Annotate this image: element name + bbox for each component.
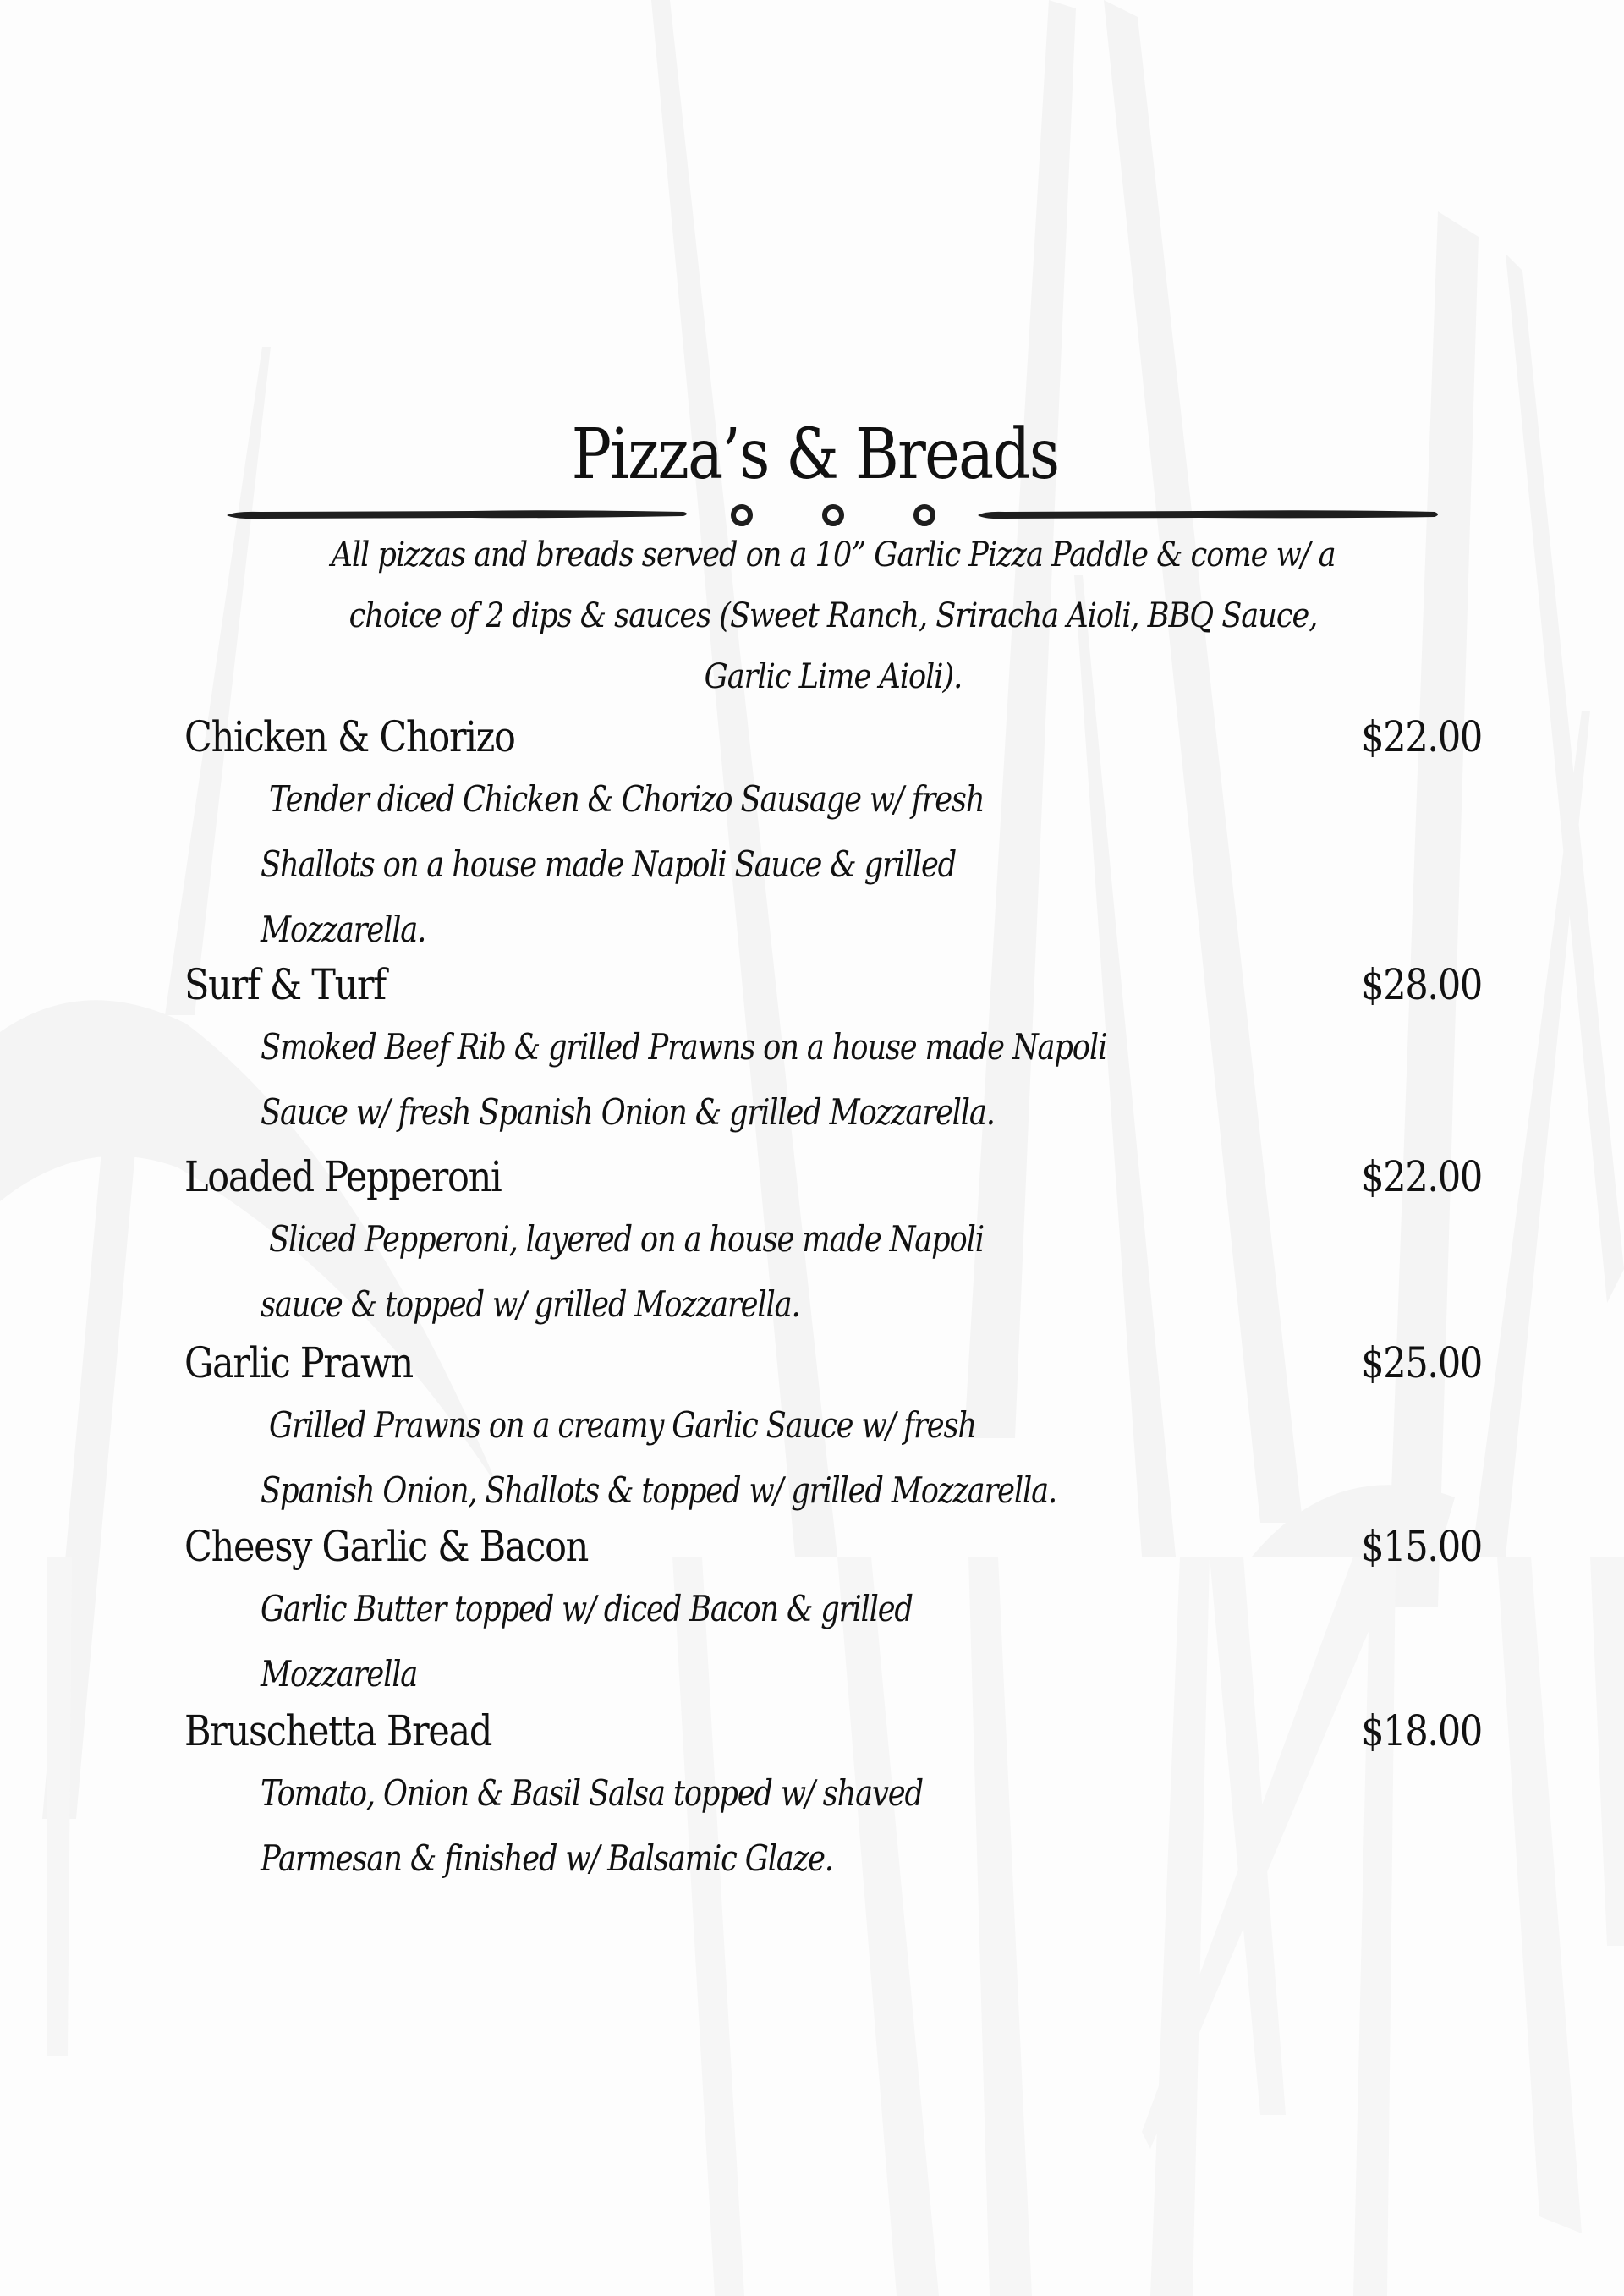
menu-section-title: Pizza’s & Breads xyxy=(571,415,1059,495)
menu-item-cheesy-garlic-bacon xyxy=(184,1517,1482,1706)
item-description xyxy=(261,1014,1287,1145)
item-name: Chicken & Chorizo xyxy=(184,712,515,761)
item-name: Surf & Turf xyxy=(184,960,386,1009)
item-name: Cheesy Garlic & Bacon xyxy=(184,1522,589,1571)
item-name: Garlic Prawn xyxy=(184,1338,413,1387)
item-price: $15.00 xyxy=(1361,1522,1482,1571)
menu-item-loaded-pepperoni xyxy=(184,1147,1482,1337)
description-line: Mozzarella xyxy=(261,1653,418,1695)
menu-intro-text xyxy=(249,525,1418,707)
menu-item-chicken-chorizo xyxy=(184,707,1482,962)
item-price: $22.00 xyxy=(1361,712,1482,761)
item-description xyxy=(261,1206,1287,1337)
intro-line: choice of 2 dips & sauces (Sweet Ranch, Sriracha Aioli, BBQ Sauce, xyxy=(348,596,1318,635)
item-description xyxy=(261,1392,1287,1523)
intro-line: All pizzas and breads served on a 10” Garlic Pizza Paddle & come w/ a xyxy=(331,536,1336,574)
item-price: $25.00 xyxy=(1361,1338,1482,1387)
item-price: $28.00 xyxy=(1361,960,1482,1009)
menu-item-surf-turf xyxy=(184,955,1482,1145)
description-line: Grilled Prawns on a creamy Garlic Sauce w/ fresh xyxy=(261,1404,976,1446)
menu-item-garlic-prawn xyxy=(184,1333,1482,1523)
item-name: Bruschetta Bread xyxy=(184,1706,492,1755)
description-line: Sauce w/ fresh Spanish Onion & grilled Mozzarella. xyxy=(261,1091,995,1133)
description-line: Mozzarella. xyxy=(261,909,426,950)
intro-line: Garlic Lime Aioli). xyxy=(704,657,963,696)
ornament-divider-icon xyxy=(227,495,1440,529)
description-line: sauce & topped w/ grilled Mozzarella. xyxy=(261,1283,800,1325)
description-line: Shallots on a house made Napoli Sauce & grilled xyxy=(261,843,957,885)
description-line: Sliced Pepperoni, layered on a house made Napoli xyxy=(261,1218,984,1260)
item-name: Loaded Pepperoni xyxy=(184,1152,502,1201)
description-line: Tomato, Onion & Basil Salsa topped w/ shaved xyxy=(261,1772,923,1814)
description-line: Parmesan & finished w/ Balsamic Glaze. xyxy=(261,1837,833,1879)
description-line: Garlic Butter topped w/ diced Bacon & grilled xyxy=(261,1588,913,1629)
item-description xyxy=(261,1576,1287,1706)
description-line: Smoked Beef Rib & grilled Prawns on a house made Napoli xyxy=(261,1026,1107,1068)
menu-item-bruschetta-bread xyxy=(184,1701,1482,1891)
item-price: $22.00 xyxy=(1361,1152,1482,1201)
item-description xyxy=(261,1760,1287,1891)
description-line: Spanish Onion, Shallots & topped w/ grilled Mozzarella. xyxy=(261,1469,1056,1511)
description-line: Tender diced Chicken & Chorizo Sausage w/ fresh xyxy=(261,778,985,820)
item-price: $18.00 xyxy=(1361,1706,1482,1755)
item-description xyxy=(261,766,1287,962)
